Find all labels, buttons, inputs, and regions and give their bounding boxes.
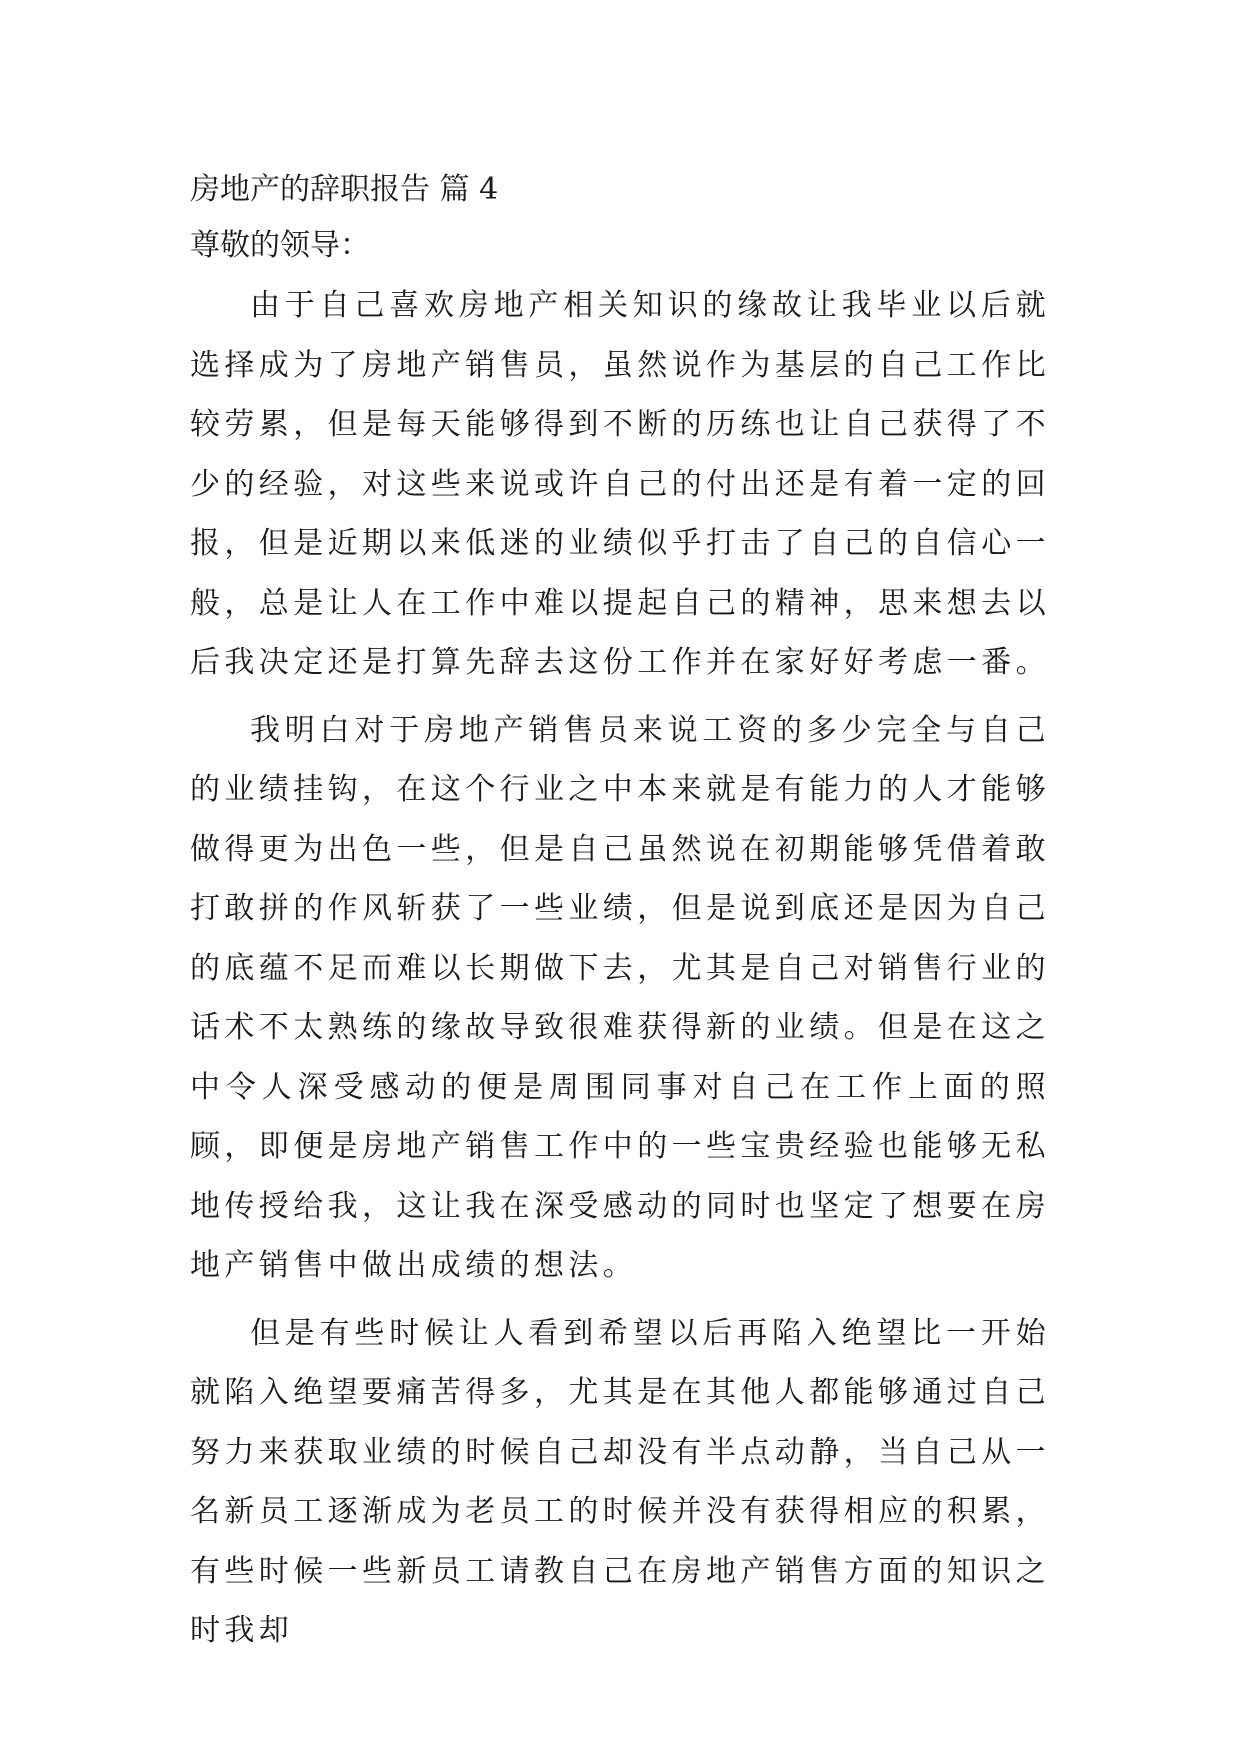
paragraph-1: 由于自己喜欢房地产相关知识的缘故让我毕业以后就选择成为了房地产销售员，虽然说作为基层的自己工作比较劳累，但是每天能够得到不断的历练也让自己获得了不少的经验，对这些来说或许自己的付出还是有着一定的回报，但是近期以来低迷的业绩似乎打击了自己的自信心一般，总是让人在工作中难以提起自己的精神，思来想去以后我决定还是打算先辞去这份工作并在家好好考虑一番。 xyxy=(190,288,1050,680)
paragraph-3: 但是有些时候让人看到希望以后再陷入绝望比一开始就陷入绝望要痛苦得多，尤其是在其他人都能够通过自己努力来获取业绩的时候自己却没有半点动静，当自己从一名新员工逐渐成为老员工的时候并没有获得相应的积累，有些时候一些新员工请教自己在房地产销售方面的知识之时我却 xyxy=(190,1315,1050,1648)
salutation: 尊敬的领导： xyxy=(190,228,370,263)
document-title: 房地产的辞职报告 篇 4 xyxy=(190,172,499,207)
document-body xyxy=(190,164,1050,1661)
paragraph-2: 我明白对于房地产销售员来说工资的多少完全与自己的业绩挂钩，在这个行业之中本来就是有能力的人才能够做得更为出色一些，但是自己虽然说在初期能够凭借着敢打敢拼的作风斩获了一些业绩，但是说到底还是因为自己的底蕴不足而难以长期做下去，尤其是自己对销售行业的话术不太熟练的缘故导致很难获得新的业绩。但是在这之中令人深受感动的便是周围同事对自己在工作上面的照顾，即便是房地产销售工作中的一些宝贵经验也能够无私地传授给我，这让我在深受感动的同时也坚定了想要在房地产销售中做出成绩的想法。 xyxy=(190,712,1050,1283)
